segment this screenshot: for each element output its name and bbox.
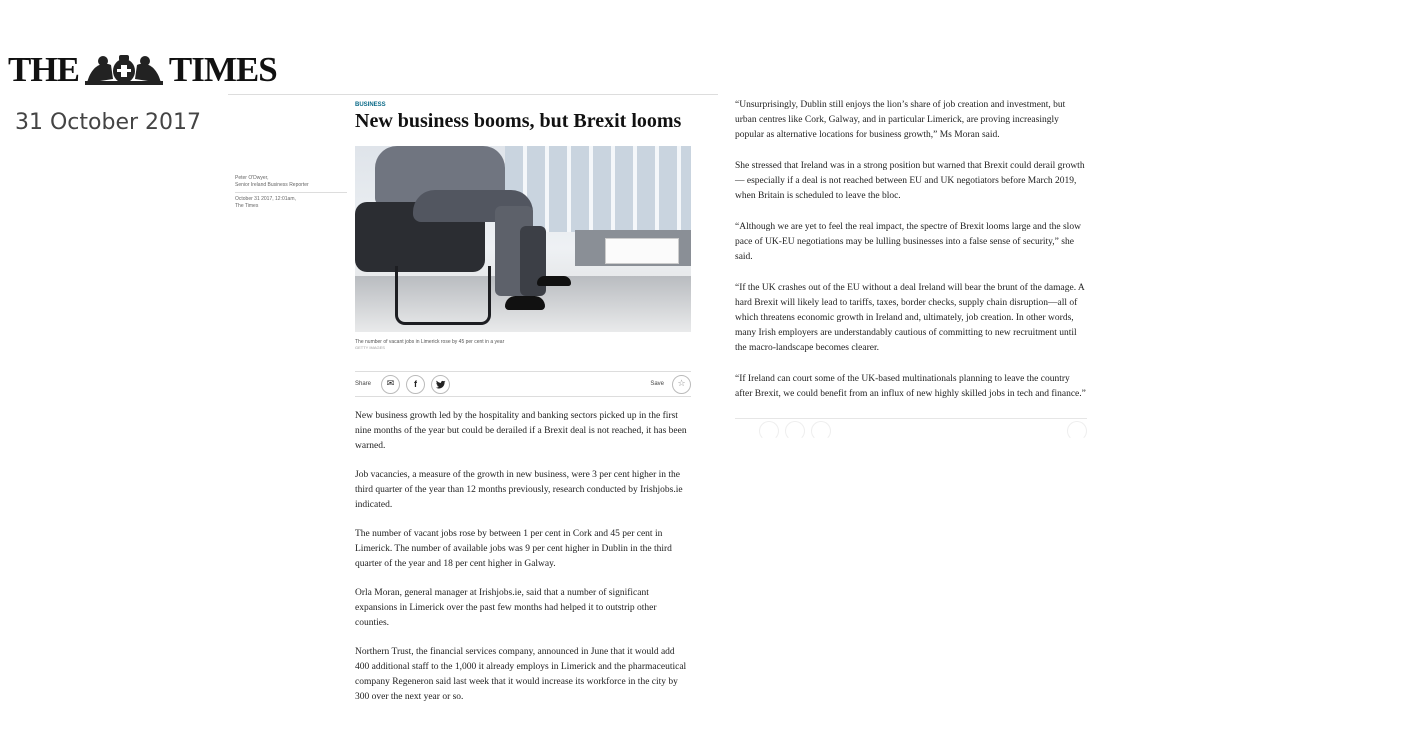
section-label[interactable]: BUSINESS (355, 102, 386, 108)
article-paragraph: The number of vacant jobs rose by between 1 per cent in Cork and 45 per cent in Limerick. The number of available jobs was 9 per cent higher in Dublin in the third quarter of the year and 18 per cent higher in Galway. (355, 529, 672, 569)
article-paragraph: Orla Moran, general manager at Irishjobs.ie, said that a number of significant expansions in Limerick over the past few months had helped it to outstrip other counties. (355, 588, 657, 628)
twitter-icon (436, 380, 446, 389)
author-name[interactable]: Peter O'Dwyer, (235, 175, 269, 181)
faded-save-button[interactable] (1067, 421, 1087, 441)
facebook-icon: f (414, 379, 418, 389)
article-paragraph: “Although we are yet to feel the real impact, the spectre of Brexit looms large and the slow pace of UK-EU negotiations may be lulling businesses into a false sense of security,” she said. (735, 222, 1081, 262)
share-bar (355, 371, 691, 397)
facebook-share-button[interactable] (406, 375, 425, 394)
article-column-1 (355, 102, 691, 719)
bottom-share-bar (735, 418, 1087, 429)
article-paragraph: “If the UK crashes out of the EU without a deal Ireland will bear the brunt of the damage. A hard Brexit will likely lead to tariffs, taxes, border checks, supply chain disruption—all of which threatens economic growth in Ireland and, ultimately, job creation. In other words, many Irish employers are understandably cautious of committing to new recruitment until the macro-landscape becomes clearer. (735, 283, 1085, 353)
twitter-share-button[interactable] (431, 375, 450, 394)
byline-divider (235, 192, 347, 193)
photo-caption (355, 339, 691, 351)
article-body-col1 (355, 409, 691, 705)
photo-shoe-2 (537, 276, 571, 286)
times-masthead-logo (8, 50, 277, 90)
photo-credit: GETTY IMAGES (355, 345, 385, 350)
top-divider (228, 94, 718, 95)
article-paragraph: New business growth led by the hospitality and banking sectors picked up in the first nine months of the year but could be derailed if a Brexit deal is not reached, it has been warned. (355, 411, 687, 451)
article-paragraph: Job vacancies, a measure of the growth in new business, were 3 per cent higher in the third quarter of the year than 12 months previously, research conducted by Irishjobs.ie indicated. (355, 470, 683, 510)
email-icon: ✉ (386, 379, 395, 389)
publish-datetime: October 31 2017, 12:01am, (235, 196, 296, 202)
star-icon: ☆ (677, 379, 686, 389)
article-headline: New business booms, but Brexit looms (355, 110, 682, 132)
publication-date: 31 October 2017 (15, 110, 202, 135)
save-button[interactable] (672, 375, 691, 394)
save-label: Save (650, 381, 664, 387)
article-paragraph: Northern Trust, the financial services company, announced in June that it would add 400 additional staff to the 1,000 it already employs in Limerick and the pharmaceutical company Regeneron said last week that it would increase its workforce in the city by 300 over the next year or so. (355, 647, 687, 702)
photo-chair-base (395, 266, 491, 325)
article-column-2 (735, 98, 1087, 429)
email-share-button[interactable] (381, 375, 400, 394)
photo-shoe (505, 296, 545, 310)
article-paragraph: She stressed that Ireland was in a strong position but warned that Brexit could derail growth — especially if a deal is not reached between EU and UK negotiators before March 2019, when Britain is scheduled to leave the bloc. (735, 161, 1085, 201)
caption-text: The number of vacant jobs in Limerick rose by 45 per cent in a year (355, 339, 505, 345)
byline (235, 175, 347, 210)
article-paragraph: “Unsurprisingly, Dublin still enjoys the lion’s share of job creation and investment, but urban centres like Cork, Galway, and in particular Limerick, are proving increasingly popular as alternative locations for business growth,” Ms Moran said. (735, 100, 1066, 140)
royal-crest-icon (81, 53, 167, 87)
faded-twitter-button[interactable] (811, 421, 831, 441)
article-photo (355, 146, 691, 332)
masthead-the: THE (8, 50, 79, 89)
publication-source: The Times (235, 203, 259, 209)
photo-panel (605, 238, 679, 264)
article-paragraph: “If Ireland can court some of the UK-based multinationals planning to leave the country after Brexit, we could benefit from an influx of new highly skilled jobs in tech and finance.” (735, 374, 1086, 399)
author-role: Senior Ireland Business Reporter (235, 182, 309, 188)
faded-email-button[interactable] (759, 421, 779, 441)
faded-facebook-button[interactable] (785, 421, 805, 441)
masthead-times: TIMES (168, 50, 277, 89)
share-label: Share (355, 381, 372, 387)
